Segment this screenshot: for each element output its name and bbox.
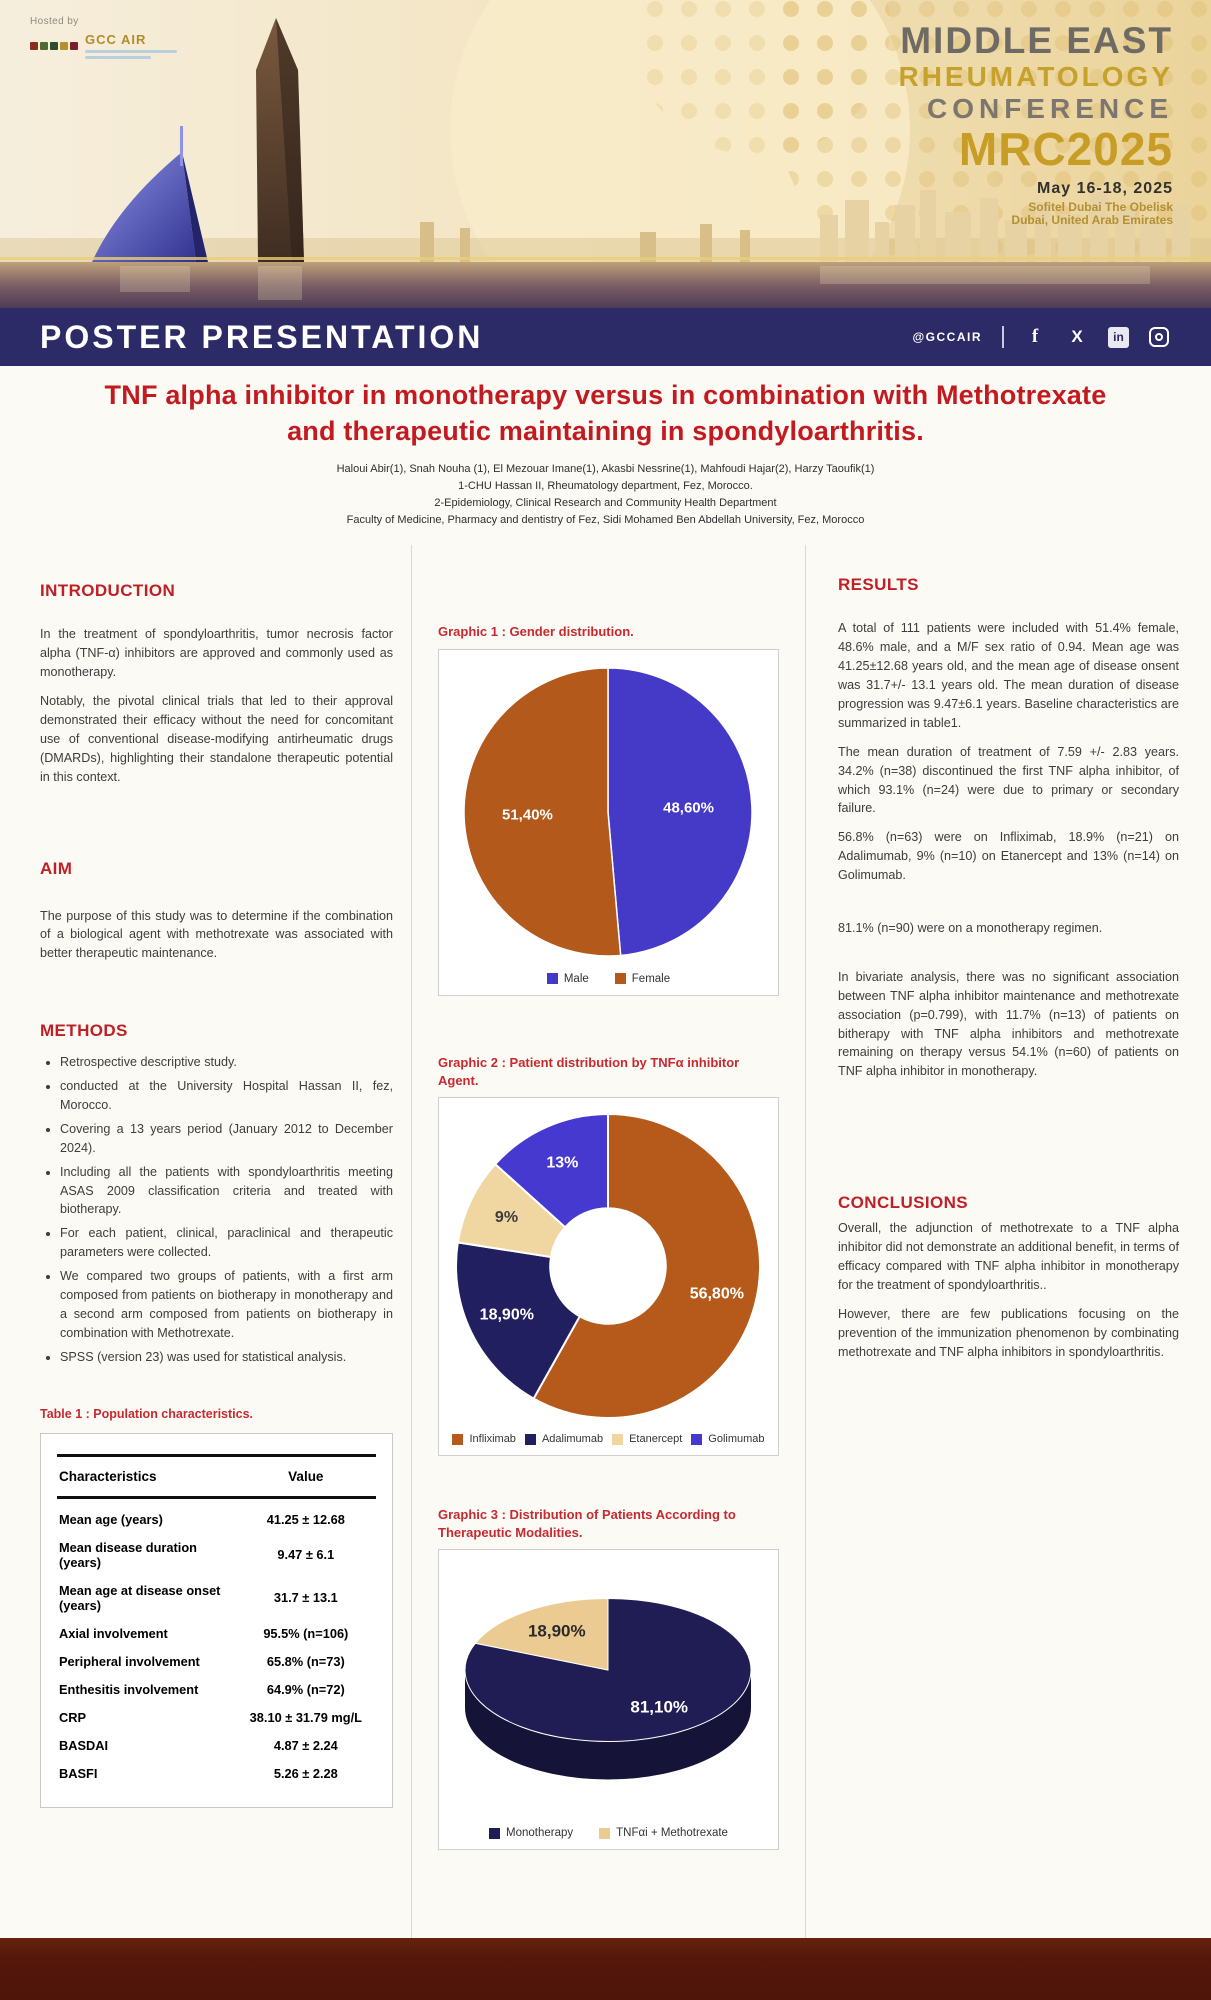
footer-bar [0,1938,1211,2000]
table-cell-value: 5.26 ± 2.28 [273,1765,338,1781]
table-header-value: Value [236,1455,376,1497]
chart-value-label: 9% [494,1208,519,1226]
legend-swatch [452,1434,463,1445]
graphic3-title: Graphic 3 : Distribution of Patients According to Therapeutic Modalities. [438,1507,736,1540]
legend-item [612,1433,682,1445]
conference-line: MIDDLE EAST [900,20,1173,61]
conference-title-block [898,20,1173,227]
table-cell-value: 4.87 ± 2.24 [273,1737,338,1753]
gender-chart-legend [443,971,774,985]
paragraph: 81.1% (n=90) were on a monotherapy regimen. [838,921,1103,936]
agents-chart-card [438,1097,779,1456]
table-cell-value: 9.47 ± 6.1 [277,1547,335,1563]
legend-swatch [489,1828,500,1839]
conference-acronym: MRC2025 [958,123,1173,176]
table-cell-characteristic: Mean age (years) [59,1511,163,1527]
divider [1002,326,1004,348]
legend-label: Etanercept [629,1433,683,1446]
hosted-by-block [30,16,177,59]
table-cell-value: 31.7 ± 13.1 [273,1590,338,1606]
paragraph: 56.8% (n=63) were on Infliximab, 18.9% (n=21) on Adalimumab, 9% (n=10) on Etanercept and 13% (n=14) on Golimumab. [838,830,1179,883]
table-row [57,1753,376,1781]
table-cell-value: 65.8% (n=73) [266,1653,345,1669]
legend-label: Male [563,972,589,985]
legend-swatch [615,973,626,984]
table-row [57,1497,376,1527]
conference-location: Dubai, United Arab Emirates [1011,213,1173,228]
results-text [838,619,1179,1081]
paragraph: A total of 111 patients were included with 51.4% female, 48.6% male, and a M/F sex ratio of 0.94. Mean age was 41.25±12.68 years old, and the mean age of disease onsent was 31.7+/- 13.1 years old. The mean duration of disease progression was 9.47±6.1 years. Baseline characteristics are summarized in table1. [838,621,1179,730]
results-heading: RESULTS [838,575,919,595]
gender-chart-card [438,649,779,996]
legend-item [547,973,589,985]
method-bullet: • Covering a 13 years period (January 2012 to December 2024). [60,1120,393,1158]
table-cell-characteristic: BASDAI [59,1737,109,1753]
legend-item [489,1827,573,1839]
paragraph: In bivariate analysis, there was no significant association between TNF alpha inhibitor maintenance and methotrexate association (p=0.799), with 11.7% (n=13) of patients on bitherapy with TNF alpha inhibitors and methotrexate remaining on therapy versus 54.1% (n=60) of patients on TNF alpha inhibitor in monotherapy. [838,969,1179,1079]
poster-title [44,378,1167,449]
org-name: GCC AIR [85,32,147,47]
social-handle: @GCCAIR [912,330,982,344]
conference-banner [0,0,1211,308]
author-line: Faculty of Medicine, Pharmacy and dentistry of Fez, Sidi Mohamed Ben Abdellah University, Fez, Morocco [346,514,865,527]
chart-value-label: 13% [546,1154,579,1172]
conclusions-heading: CONCLUSIONS [838,1193,969,1213]
gccair-logo-icon [30,42,78,50]
legend-item [615,973,670,985]
chart-value-label: 56,80% [689,1285,744,1303]
method-bullet: • Including all the patients with spondyloarthritis meeting ASAS 2009 classification criteria and treated with biotherapy. [60,1163,393,1220]
table-row [57,1697,376,1725]
table-row [57,1527,376,1570]
linkedin-icon: in [1108,327,1129,348]
paragraph: Overall, the adjunction of methotrexate to a TNF alpha inhibitor did not demonstrate an additional benefit, in terms of efficacy compared with TNF alpha inhibitor in monotherapy for the treatment of spondyloarthritis.. [838,1221,1179,1292]
paragraph: Notably, the pivotal clinical trials that led to their approval demonstrated their efficacy without the need for concomitant use of conventional disease-modifying antirheumatic drugs (DMARDs), highlighting their standalone therapeutic potential in this context. [40,694,393,784]
table-row [57,1725,376,1753]
modalities-chart-legend [443,1825,774,1839]
table-title: Table 1 : Population characteristics. [40,1406,254,1421]
legend-label: Monotherapy [506,1827,574,1840]
methods-heading: METHODS [40,1021,128,1041]
table-cell-characteristic: Mean age at disease onset (years) [59,1582,221,1613]
table-row [57,1570,376,1613]
table-cell-value: 64.9% (n=72) [266,1681,345,1697]
legend-swatch [599,1828,610,1839]
chart-value-label: 51,40% [502,806,553,824]
table-row [57,1641,376,1669]
introduction-heading: INTRODUCTION [40,581,176,601]
graphic1-title: Graphic 1 : Gender distribution. [438,624,634,640]
org-subline-decoration [85,56,151,59]
conference-line: CONFERENCE [926,92,1173,124]
table-cell-characteristic: Mean disease duration (years) [59,1539,197,1570]
legend-swatch [691,1434,702,1445]
method-bullet: • We compared two groups of patients, with a first arm composed from patients on biotherapy in monotherapy and a second arm composed from patients on biotherapy in combination with Methotrexate. [60,1267,393,1343]
author-line: 1-CHU Hassan II, Rheumatology department, Fez, Morocco. [458,480,753,493]
graphic2-title: Graphic 2 : Patient distribution by TNFα inhibitor Agent. [438,1054,740,1088]
table-cell-characteristic: Enthesitis involvement [59,1681,199,1697]
poster-presentation-bar [0,308,1211,366]
conference-dates: May 16-18, 2025 [1037,179,1173,197]
poster-title-line2: and therapeutic maintaining in spondyloarthritis. [287,415,924,446]
instagram-icon [1149,327,1169,347]
legend-item [691,1433,764,1445]
legend-label: TNFαi + Methotrexate [616,1827,728,1840]
method-bullet: • Retrospective descriptive study. [60,1053,393,1072]
legend-swatch [612,1434,623,1445]
conference-line: RHEUMATOLOGY [898,61,1173,93]
modalities-3d-pie-chart [443,1558,773,1820]
paragraph: In the treatment of spondyloarthritis, tumor necrosis factor alpha (TNF-α) inhibitors are approved and commonly used as monotherapy. [40,627,393,680]
legend-item [452,1433,515,1445]
title-block [0,366,1211,545]
authors-block [44,461,1167,529]
method-bullet: • SPSS (version 23) was used for statistical analysis. [60,1348,393,1367]
left-column [0,545,412,1938]
modalities-chart-card [438,1549,779,1850]
population-table [57,1454,376,1781]
author-line: Haloui Abir(1), Snah Nouha (1), El Mezouar Imane(1), Akasbi Nessrine(1), Mahfoudi Hajar(2), Harzy Taoufik(1) [336,463,875,476]
legend-swatch [525,1434,536,1445]
gender-pie-chart [443,658,773,966]
paragraph: The mean duration of treatment of 7.59 +/- 2.83 years. 34.2% (n=38) discontinued the first TNF alpha inhibitor, of which 93.1% (n=24) were due to primary or secondary failure. [838,744,1179,816]
facebook-icon: f [1031,326,1039,347]
social-links [912,326,1169,348]
poster-title-line1: TNF alpha inhibitor in monotherapy versus in combination with Methotrexate [104,380,1107,410]
hosted-by-label: Hosted by [30,16,79,27]
table-header-characteristics: Characteristics [57,1455,236,1497]
legend-label: Infliximab [469,1433,516,1446]
poster-body [0,545,1211,1938]
legend-item [599,1827,728,1839]
org-subline-decoration [85,50,177,53]
table-cell-characteristic: Axial involvement [59,1625,168,1641]
chart-value-label: 18,90% [479,1306,534,1324]
table-cell-value: 38.10 ± 31.79 mg/L [249,1709,362,1725]
legend-swatch [547,973,558,984]
legend-label: Adalimumab [541,1433,604,1446]
middle-column [412,545,806,1938]
table-cell-characteristic: CRP [59,1709,87,1725]
population-table-card [40,1433,393,1808]
legend-label: Female [631,972,671,985]
legend-label: Golimumab [708,1433,765,1446]
x-icon: X [1071,327,1083,346]
table-cell-characteristic: BASFI [59,1765,98,1781]
method-bullet: • conducted at the University Hospital Hassan II, fez, Morocco. [60,1077,393,1115]
legend-item [525,1433,603,1445]
chart-value-label: 48,60% [663,799,714,817]
paragraph: However, there are few publications focusing on the prevention of the immunization phenomenon by combinating methotrexate and TNF alpha inhibitors in spondyloarthritis. [838,1306,1179,1359]
agents-donut-chart [443,1106,773,1426]
table-cell-value: 95.5% (n=106) [263,1625,349,1641]
methods-list [40,1053,393,1366]
agents-chart-legend [443,1431,774,1445]
table-row [57,1669,376,1697]
chart-value-label: 18,90% [527,1621,586,1641]
poster-presentation-title: POSTER PRESENTATION [40,318,484,355]
chart-value-label: 81,10% [630,1697,689,1717]
aim-heading: AIM [40,858,73,878]
conference-venue: Sofitel Dubai The Obelisk [1028,199,1173,214]
right-column [806,545,1211,1938]
paragraph: The purpose of this study was to determine if the combination of a biological agent with methotrexate was associated with better therapeutic maintenance. [40,908,393,961]
introduction-text [40,625,393,786]
table-cell-characteristic: Peripheral involvement [59,1653,200,1669]
table-row [57,1613,376,1641]
table-cell-value: 41.25 ± 12.68 [266,1511,345,1527]
author-line: 2-Epidemiology, Clinical Research and Community Health Department [434,497,777,510]
conclusions-text [838,1219,1179,1361]
method-bullet: • For each patient, clinical, paraclinical and therapeutic parameters were collected. [60,1224,393,1262]
aim-text [40,907,393,964]
